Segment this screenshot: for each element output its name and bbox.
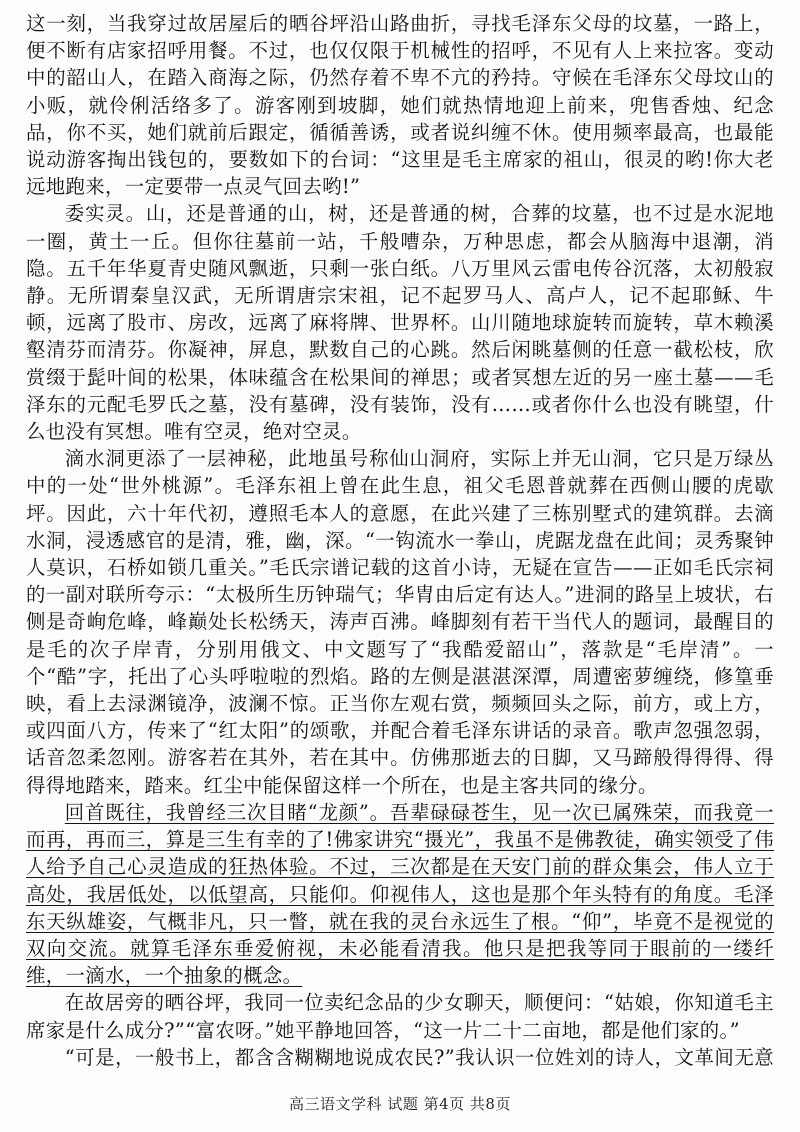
paragraph-1: 这一刻，当我穿过故居屋后的晒谷坪沿山路曲折，寻找毛泽东父母的坟墓，一路上，便不断有店家招呼用餐。不过，也仅仅限于机械性的招呼，不见有人上来拉客。变动中的韶山人，在踏入商海之际，仍然存着不卑不亢的矜持。守候在毛泽东父母坟山的小贩，就伶俐活络多了。游客刚到坡脚，她们就热情地迎上前来，兜售香烛、纪念品，你不买，她们就前后跟定，循循善诱，或者说纠缠不休。使用频率最高，也最能说动游客掏出钱包的，要数如下的台词：“这里是毛主席家的祖山，很灵的哟!你大老远地跑来，一定要带一点灵气回去哟!” [26, 12, 774, 199]
underlined-text: 回首既往，我曾经三次目睹“龙颜”。吾辈碌碌苍生，见一次已属殊荣，而我竟一而再，再而三，算是三生有幸的了!佛家讲究“摄光”，我虽不是佛教徒，确实领受了伟人给予自己心灵造成的狂热体验。不过，三次都是在天安门前的群众集会，伟人立于高处，我居低处，以低望高，只能仰。仰视伟人，这也是那个年头特有的角度。毛泽东天纵雄姿，气概非凡，只一瞥，就在我的灵台永远生了根。“仰”，毕竟不是视觉的双向交流。就算毛泽东垂爱俯视，未必能看清我。他只是把我等同于眼前的一缕纤维，一滴水，一个抽象的概念。 [26, 800, 774, 988]
paragraph-6: “可是，一般书上，都含含糊糊地说成农民?”我认识一位姓刘的诗人，文革间无意 [64, 1045, 774, 1068]
paragraph-2: 委实灵。山，还是普通的山，树，还是普通的树，合葬的坟墓，也不过是水泥地一圈，黄土一丘。但你往墓前一站，千般嘈杂，万种思虑，都会从脑海中退潮，消隐。五千年华夏青史随风飘逝，只剩一张白纸。八万里风云雷电传谷沉落，太初般寂静。无所谓秦皇汉武，无所谓唐宗宋祖，记不起罗马人、高卢人，记不起耶稣、牛顿，远离了股市、房改，远离了麻将牌、世界杯。山川随地球旋转而旋转，草木赖溪壑清芬而清芬。你凝神，屏息，默数自己的心跳。然后闲眺墓侧的任意一截松枝，欣赏缀于髭叶间的松果，体味蕴含在松果间的禅思；或者冥想左近的另一座土墓——毛泽东的元配毛罗氏之墓，没有墓碑，没有装饰，没有……或者你什么也没有眺望，什么也没有冥想。唯有空灵，绝对空灵。 [26, 202, 774, 444]
underlined-paragraph [26, 799, 774, 989]
article-body [26, 10, 774, 1068]
paragraph-3: 滴水洞更添了一层神秘，此地虽号称仙山洞府，实际上并无山洞，它只是万绿丛中的一处“世外桃源”。毛泽东祖上曾在此生息，祖父毛恩普就葬在西侧山腰的虎歇坪。因此，六十年代初，遵照毛本人的意愿，在此兴建了三栋别墅式的建筑群。去滴水洞，浸透感官的是清，雅，幽，深。“一钩流水一拳山，虎踞龙盘在此间；灵秀聚钟人莫识，石桥如锁几重关。”毛氏宗谱记载的这首小诗，无疑在宣告——正如毛氏宗祠的一副对联所夸示：“太极所生历钟瑞气；华胄由后定有达人。”进洞的路呈上坡状，右侧是奇峋危峰，峰巅处长松绣天，涛声百沸。峰脚刻有若干当代人的题词，最醒目的是毛的次子岸青，分别用俄文、中文题写了“我酷爱韶山”，落款是“毛岸清”。一个“酷”字，托出了心头呼啦啦的烈焰。路的左侧是湛湛深潭，周遭密萝缠绕，修篁垂映，看上去渌渊镜净，波澜不惊。正当你左观右赏，频频回头之际，前方，或上方，或四面八方，传来了“红太阳”的颂歌，并配合着毛泽东讲话的录音。歌声忽强忽弱，话音忽柔忽刚。游客若在其外，若在其中。仿佛那逝去的日脚，又马蹄般得得得、得得得地踏来，踏来。红尘中能保留这样一个所在，也是主客共同的缘分。 [26, 447, 774, 797]
page-footer: 高三语文学科 试题 第4页 共8页 [289, 1095, 511, 1113]
paragraph-5: 在故居旁的晒谷坪，我同一位卖纪念品的少女聊天，顺便问：“姑娘，你知道毛主席家是什么成分?”“富农呀。”她平静地回答，“这一片二十二亩地，都是他们家的。” [26, 991, 774, 1042]
